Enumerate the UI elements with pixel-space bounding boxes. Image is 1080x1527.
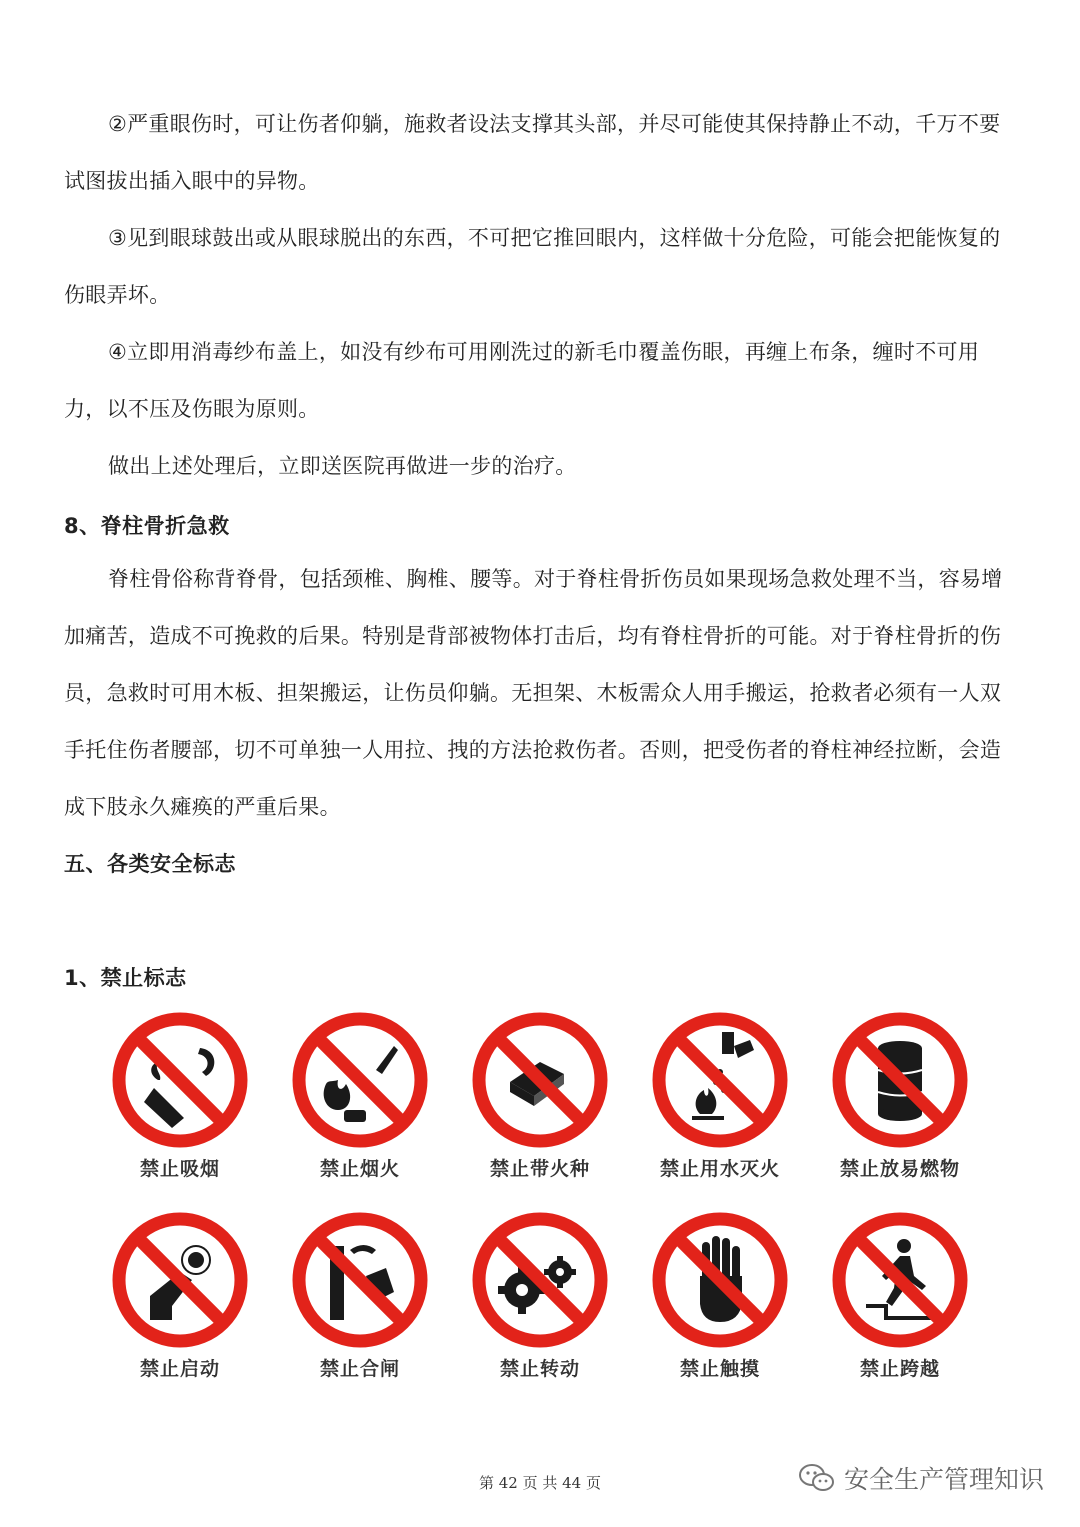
sign-no-flammables <box>815 1010 985 1181</box>
wechat-icon <box>798 1462 836 1494</box>
paragraph-spine-fracture: 脊柱骨俗称背脊骨，包括颈椎、胸椎、腰等。对于脊柱骨折伤员如果现场急救处理不当，容易增加痛苦，造成不可挽救的后果。特别是背部被物体打击后，均有脊柱骨折的可能。对于脊柱骨折的伤员，急救时可用木板、担架搬运，让伤员仰躺。无担架、木板需众人用手搬运，抢救者必须有一人双手托住伤者腰部，切不可单独一人用拉、拽的方法抢救伤者。否则，把受伤者的脊柱神经拉断，会造成下肢永久瘫痪的严重后果。 <box>64 567 1003 819</box>
sign-no-smoking <box>95 1010 265 1181</box>
sign-no-open-flame <box>275 1010 445 1181</box>
step-over-icon <box>830 1210 970 1350</box>
sign-no-fire-sources <box>455 1010 625 1181</box>
sign-label: 禁止合闸 <box>319 1358 400 1380</box>
sign-label: 禁止转动 <box>499 1358 580 1380</box>
sign-label: 禁止放易燃物 <box>839 1158 960 1180</box>
matchbox-icon <box>470 1010 610 1150</box>
page-number: 第 42 页 共 44 页 <box>478 1474 601 1492</box>
sign-label: 禁止跨越 <box>859 1358 940 1380</box>
sign-label: 禁止触摸 <box>679 1358 760 1380</box>
sign-label: 禁止用水灭火 <box>659 1158 780 1180</box>
paragraph-eye-injury-2: ②严重眼伤时，可让伤者仰躺，施救者设法支撑其头部，并尽可能使其保持静止不动，千万不要试图拔出插入眼中的异物。 <box>64 112 1001 193</box>
paragraph-eye-injury-3: ③见到眼球鼓出或从眼球脱出的东西，不可把它推回眼内，这样做十分危险，可能会把能恢复的伤眼弄坏。 <box>64 226 1001 307</box>
heading-spine-fracture: 8、脊柱骨折急救 <box>64 514 230 538</box>
cigarette-icon <box>110 1010 250 1150</box>
sign-no-crossing <box>815 1210 985 1381</box>
watermark-text: 安全生产管理知识 <box>843 1465 1044 1494</box>
watermark <box>798 1460 1044 1496</box>
sign-no-start <box>95 1210 265 1381</box>
sign-no-water-extinguish <box>635 1010 805 1181</box>
sign-no-closing-switch <box>275 1210 445 1381</box>
switch-lever-icon <box>290 1210 430 1350</box>
match-flame-icon <box>290 1010 430 1150</box>
paragraph-eye-injury-4: ④立即用消毒纱布盖上，如没有纱布可用刚洗过的新毛巾覆盖伤眼，再缠上布条，缠时不可用力，以不压及伤眼为原则。 <box>64 340 980 421</box>
sign-label: 禁止启动 <box>139 1358 220 1380</box>
sign-label: 禁止带火种 <box>489 1158 590 1180</box>
water-on-fire-icon <box>650 1010 790 1150</box>
sign-no-touching <box>635 1210 805 1381</box>
heading-safety-signs: 五、各类安全标志 <box>64 852 236 876</box>
barrel-icon <box>830 1010 970 1150</box>
heading-prohibition-signs: 1、禁止标志 <box>64 966 187 990</box>
sign-label: 禁止吸烟 <box>139 1158 220 1180</box>
sign-label: 禁止烟火 <box>319 1158 400 1180</box>
hand-icon <box>650 1210 790 1350</box>
press-button-icon <box>110 1210 250 1350</box>
paragraph-hospital: 做出上述处理后，立即送医院再做进一步的治疗。 <box>108 454 577 478</box>
gear-icon <box>470 1210 610 1350</box>
sign-no-rotating <box>455 1210 625 1381</box>
